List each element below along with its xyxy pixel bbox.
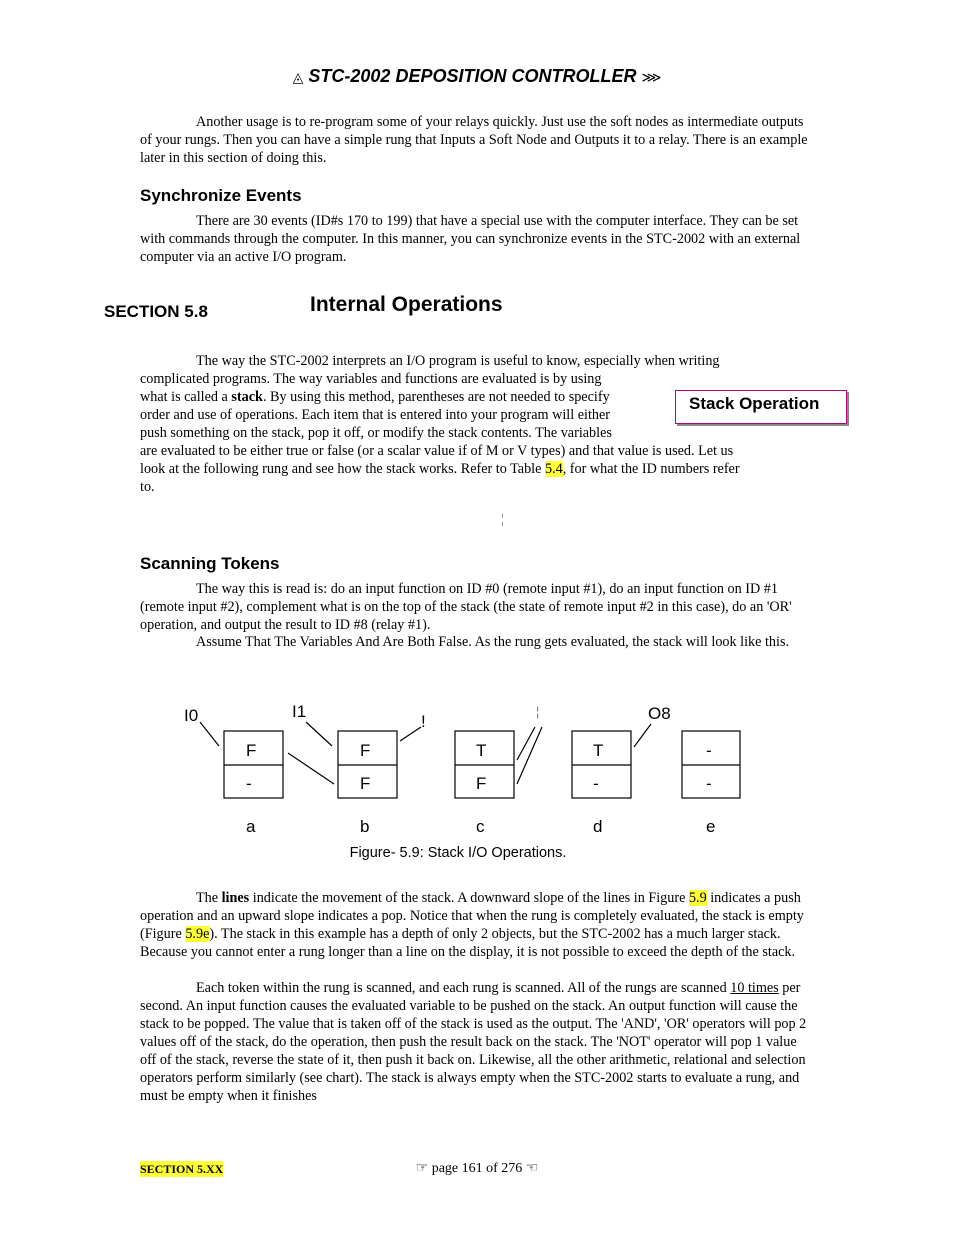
token-o8: O8 [648,704,671,723]
internal-line-5: push something on the stack, pop it off, or modify the stack contents. The variables [140,425,612,441]
pointing-left-icon: ☜ [525,1161,539,1176]
stack-term: stack [231,389,263,405]
stack-bottom-value: - [246,774,252,793]
internal-line-4: order and use of operations. Each item that is entered into your program will either [140,407,611,423]
scan-rate: 10 times [730,980,779,996]
stack-bottom-value: - [593,774,599,793]
figure-e-ref-link[interactable]: 5.9e [185,926,210,942]
lines-p-e: indicates a push operation and an upward slope indicates a pop. Notice that when the rung is completely evaluated, the stack is empty (Figure [140,890,804,942]
lines-p-c: indicate the movement of the stack. A downward slope of the lines in Figure [249,890,689,906]
token-not: ! [421,712,426,731]
stack-top-value: T [593,741,604,760]
lines-term: lines [221,890,250,906]
stack-top-value: - [706,741,712,760]
internal-line-8: to. [140,479,155,495]
or-line-1 [517,727,535,760]
internal-line-7c: , for what the ID numbers refer [562,461,740,477]
internal-line-3a: what is called a [140,389,232,405]
stack-bottom-value: F [360,774,371,793]
stack-top-value: T [476,741,487,760]
lines-paragraph [140,889,812,961]
token-or: ¦ [536,704,540,719]
intro-paragraph: Another usage is to re-program some of your relays quickly. Just use the soft nodes as intermediate outputs of your rungs. Then you can have a simple rung that Inputs a Soft Node and Outputs it to a relay. There is an example later in this section of doing this. [140,114,808,166]
or-line-2 [517,727,542,784]
stack-values [246,741,715,836]
header-left-icon: ◬ [292,69,304,85]
pointing-right-icon: ☞ [415,1161,429,1176]
stack-top-value: F [246,741,257,760]
push-line-b [288,753,334,784]
stack-label: e [706,817,716,836]
section-title: Internal Operations [310,293,503,316]
token-p-c: per second. An input function causes the evaluated variable to be pushed on the stack. An output function will cause the stack to be popped. The value that is taken off of the stack is used as the output. The 'AND', 'OR' operators will pop 2 values off of the stack, do the operation, then push the result back on the stack. The 'NOT' operator will pop 1 value off of the stack, reverse the state of it, then push it back on. Likewise, all the other arithmetic, relational and selection operators perform similarly (see chart). The stack is always empty when the STC-2002 starts to evaluate a rung, and must be empty when it finishes [140,980,807,1104]
stack-bottom-value: - [706,774,712,793]
rung-symbol: ¦ [501,512,504,527]
internal-line-2: complicated programs. The way variables and functions are evaluated is by using [140,371,602,387]
table-ref-link[interactable]: 5.4 [544,461,563,477]
internal-line-1: The way the STC-2002 interprets an I/O program is useful to know, especially when writing [196,353,720,369]
lines-p-a: The [196,890,222,906]
header-title: STC-2002 DEPOSITION CONTROLLER [308,66,637,86]
assume-paragraph: Assume That The Variables And Are Both False. As the rung gets evaluated, the stack will look like this. [196,634,790,650]
stack-label: d [593,817,603,836]
internal-line-7a: look at the following rung and see how the stack works. Refer to Table [140,461,545,477]
stack-bottom-value: F [476,774,487,793]
lines-p-g: ). The stack in this example has a depth of only 2 objects, but the STC-2002 has a much larger stack. Because you cannot enter a rung longer than a line on the display, it is not possible to exceed the depth of the stack. [140,926,796,960]
push-line-i0 [200,722,219,746]
not-line [400,727,421,741]
sync-paragraph: There are 30 events (ID#s 170 to 199) that have a special use with the computer interface. They can be set with commands through the computer. In this manner, you can synchronize events in the STC-2002 with an external computer via an active I/O program. [140,213,801,265]
stack-label: b [360,817,370,836]
sync-heading: Synchronize Events [140,186,302,205]
token-i0: I0 [184,706,199,725]
push-line-i1 [306,722,332,746]
stack-label: a [246,817,256,836]
stack-operation-callout: Stack Operation [675,390,847,424]
stack-label: c [476,817,485,836]
figure-ref-link[interactable]: 5.9 [688,890,707,906]
header-right-icon: ⋙ [641,69,662,85]
token-i1: I1 [292,702,307,721]
internal-line-3c: . By using this method, parentheses are not needed to specify [262,389,610,405]
stack-top-value: F [360,741,371,760]
scanning-heading: Scanning Tokens [140,554,280,573]
page-number: page 161 of 276 [431,1161,523,1176]
footer-section-label: SECTION 5.XX [140,1162,224,1176]
token-p-a: Each token within the rung is scanned, and each rung is scanned. All of the rungs are scanned [196,980,731,996]
scanning-paragraph: The way this is read is: do an input function on ID #0 (remote input #1), do an input function on ID #1 (remote input #2), complement what is on the top of the stack (the state of remote input #2 in this case), do an 'OR' operation, and output the result to ID #8 (relay #1). [140,581,792,633]
footer-page [0,1160,954,1177]
pop-line-o8 [634,724,651,747]
figure-caption: Figure- 5.9: Stack I/O Operations. [349,845,567,861]
token-paragraph [140,979,812,1105]
section-number: SECTION 5.8 [104,302,208,321]
internal-line-6: are evaluated to be either true or false (or a scalar value if of M or V types) and that value is used. Let us [140,443,734,459]
